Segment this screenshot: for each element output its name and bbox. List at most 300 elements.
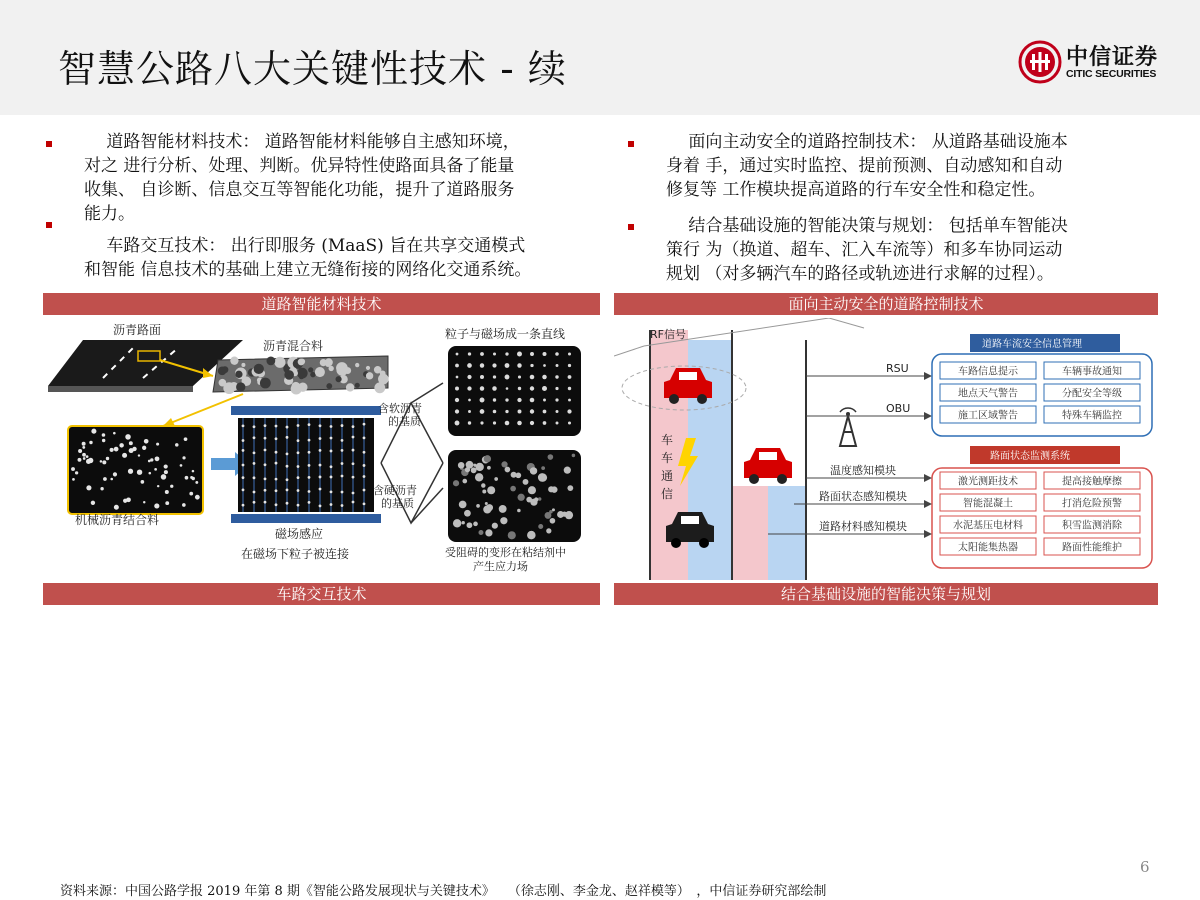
aligned-particle <box>468 421 471 424</box>
aligned-particle <box>480 386 484 390</box>
text-line: 对之 进行分析、处理、判断。优异特性使路面具备了能量 <box>84 156 515 176</box>
field-particle <box>363 451 366 454</box>
binder-particle <box>122 453 127 458</box>
aggregate-particle <box>235 371 242 378</box>
bullet-text-decision <box>666 214 1068 286</box>
aligned-particle <box>530 398 535 403</box>
aligned-particle <box>555 375 558 378</box>
field-particle <box>352 449 355 452</box>
asphalt-road-edge <box>48 386 193 392</box>
bar-active-safety: 面向主动安全的道路控制技术 <box>614 293 1158 315</box>
aggregate-particle <box>378 374 389 385</box>
field-particle <box>330 465 333 468</box>
binder-particle <box>128 469 133 474</box>
field-particle <box>242 424 245 427</box>
field-particle <box>363 464 366 467</box>
label-stress-1: 受阻碍的变形在粘结剂中 <box>445 546 566 559</box>
field-particle <box>352 425 355 428</box>
aligned-particle <box>455 387 459 391</box>
bullet-marker <box>628 141 634 147</box>
materials-diagram-svg <box>43 318 600 580</box>
lane-blue-right <box>768 486 806 580</box>
aligned-particle <box>556 422 559 425</box>
safety-diagram-svg <box>614 318 1158 580</box>
field-particle <box>308 439 311 442</box>
aligned-particle <box>517 398 521 402</box>
logo-en-text: CITIC SECURITIES <box>1066 68 1157 80</box>
stress-particle <box>475 463 483 471</box>
text-line: 和智能 信息技术的基础上建立无缝衔接的网络化交通系统。 <box>84 260 532 280</box>
aligned-particle <box>530 375 535 380</box>
mgmt-item-label: 地点天气警告 <box>958 388 1018 400</box>
field-particle <box>341 504 344 507</box>
label-magnetic-sub: 在磁场下粒子被连接 <box>241 547 350 561</box>
stress-particle <box>565 511 573 519</box>
monitor-item-label: 太阳能集热器 <box>958 542 1018 554</box>
aligned-particle <box>493 398 496 401</box>
binder-particle <box>164 470 168 474</box>
binder-particle <box>170 485 173 488</box>
field-particle <box>308 464 311 467</box>
mgmt-item-label: 车辆事故通知 <box>1062 366 1122 378</box>
aligned-particle <box>543 421 547 425</box>
binder-particle <box>123 499 127 503</box>
field-particle <box>308 451 311 454</box>
signal-tower-icon <box>840 408 856 446</box>
field-particle <box>363 437 366 440</box>
aggregate-particle <box>274 357 285 368</box>
stress-particle <box>545 512 552 519</box>
aligned-particle <box>556 364 559 367</box>
aligned-particle <box>505 352 508 355</box>
stress-particle <box>538 473 547 482</box>
binder-particle <box>182 503 186 507</box>
aligned-particle <box>555 352 559 356</box>
magnet-plate-top <box>231 406 381 415</box>
binder-particle <box>114 447 119 452</box>
binder-particle <box>75 471 78 474</box>
binder-particle <box>150 458 153 461</box>
field-particle <box>253 501 256 504</box>
field-particle <box>308 423 311 426</box>
field-particle <box>341 449 344 452</box>
mgmt-item-label: 车路信息提示 <box>958 366 1018 378</box>
label-soft-2: 的基质 <box>388 415 421 428</box>
source-note: 资料来源：中国公路学报 2019 年第 8 期《智能公路发展现状与关键技术》 （徐志刚、李金龙、赵祥模等） ，中信证券研究部绘制 <box>60 884 827 899</box>
stress-particle <box>517 509 521 513</box>
stress-particle <box>501 461 507 467</box>
safety-control-diagram <box>614 318 1158 580</box>
header-band <box>0 0 1200 115</box>
aligned-particle <box>505 410 508 413</box>
stress-particle <box>486 504 493 511</box>
field-particle <box>297 465 300 468</box>
aligned-particle <box>480 398 485 403</box>
text-line: 车路交互技术： 出行即服务 (MaaS) 旨在共享交通模式 <box>84 236 526 256</box>
binder-particle <box>154 468 157 471</box>
text-line: 能力。 <box>84 204 135 224</box>
binder-particle <box>165 501 169 505</box>
binder-particle <box>155 456 160 461</box>
field-particle <box>275 425 278 428</box>
binder-particle <box>71 467 75 471</box>
field-particle <box>286 452 289 455</box>
monitor-item-label: 水泥基压电材料 <box>953 520 1023 532</box>
binder-particle <box>89 441 92 444</box>
stress-particle <box>567 485 573 491</box>
label-hard-1: 含硬沥青 <box>373 484 417 497</box>
aggregate-particle <box>366 372 373 379</box>
binder-particle <box>110 478 113 481</box>
arrow-head <box>924 474 932 482</box>
label-obu: OBU <box>886 402 911 415</box>
field-particle <box>264 424 267 427</box>
aggregate-particle <box>231 385 237 391</box>
aggregate-particle <box>236 382 245 391</box>
stress-particle <box>499 505 507 513</box>
field-particle <box>308 476 311 479</box>
aligned-particle <box>542 375 546 379</box>
label-stress-2: 产生应力场 <box>473 560 528 573</box>
label-hard-2: 的基质 <box>381 497 414 510</box>
aggregate-particle <box>218 366 227 375</box>
stress-particle <box>534 497 538 501</box>
aligned-particle <box>530 364 533 367</box>
field-particle <box>352 501 355 504</box>
aligned-particle <box>530 352 534 356</box>
bar-vehicle-road: 车路交互技术 <box>43 583 600 605</box>
stress-particle <box>550 518 556 524</box>
field-particle <box>264 501 267 504</box>
branch-arrow-soft-tip <box>411 383 443 403</box>
field-particle <box>242 476 245 479</box>
field-particle <box>319 488 322 491</box>
binder-particle <box>164 465 168 469</box>
stress-particle <box>465 467 470 472</box>
aligned-particle <box>480 375 484 379</box>
stress-particle <box>505 467 511 473</box>
stress-particle <box>471 467 477 473</box>
logo-cn-text: 中信证券 <box>1066 45 1159 70</box>
binder-particle <box>86 455 89 458</box>
aggregate-particle <box>297 368 308 379</box>
text-line: 规划 （对多辆汽车的路径或轨迹进行求解的过程）。 <box>666 264 1054 284</box>
arrow-head <box>924 412 932 420</box>
asphalt-road-shape <box>48 340 243 386</box>
aligned-particle <box>505 398 508 401</box>
aggregate-particle <box>241 363 245 367</box>
page-title: 智慧公路八大关键性技术 - 续 <box>58 47 567 91</box>
citic-logo-icon <box>1018 40 1062 84</box>
binder-particle <box>190 476 193 479</box>
stress-particle <box>473 464 476 467</box>
binder-particle <box>91 501 95 505</box>
field-particle <box>319 476 322 479</box>
field-particle <box>253 476 256 479</box>
field-particle <box>363 475 366 478</box>
binder-particle <box>102 460 106 464</box>
stress-particle <box>557 511 564 518</box>
field-particle <box>275 462 278 465</box>
aligned-particle <box>505 375 510 380</box>
field-particle <box>253 436 256 439</box>
tower-link-line <box>829 318 864 328</box>
binder-particle <box>129 448 134 453</box>
binder-particle <box>189 492 193 496</box>
field-particle <box>242 504 245 507</box>
field-particle <box>286 489 289 492</box>
field-particle <box>297 504 300 507</box>
binder-particle <box>103 477 107 481</box>
aggregate-particle <box>346 383 354 391</box>
stress-particle <box>508 531 516 539</box>
monitor-item-label: 提高接触摩擦 <box>1062 476 1122 488</box>
binder-particle <box>195 481 198 484</box>
stress-particle <box>551 486 557 492</box>
label-magnetic: 磁场感应 <box>275 527 324 541</box>
stress-particle <box>528 486 536 494</box>
aligned-particle <box>505 363 510 368</box>
aligned-particle <box>505 421 510 426</box>
field-particle <box>341 439 344 442</box>
mgmt-item-label: 施工区域警告 <box>958 410 1018 422</box>
bar-decision-planning: 结合基础设施的智能决策与规划 <box>614 583 1158 605</box>
text-line: 修复等 工作模块提高道路的行车安全性和稳定性。 <box>666 180 1046 200</box>
binder-particle <box>114 505 119 510</box>
field-particle <box>341 491 344 494</box>
aggregate-particle <box>355 363 359 367</box>
field-particle <box>330 490 333 493</box>
stress-particle <box>462 479 467 484</box>
binder-particle <box>154 503 159 508</box>
aggregate-particle <box>260 378 271 389</box>
aligned-particle <box>493 352 496 355</box>
stress-particle <box>473 522 478 527</box>
mgmt-title: 道路车流安全信息管理 <box>982 339 1082 350</box>
monitor-item-label: 激光测距技术 <box>958 476 1018 488</box>
field-particle <box>286 465 289 468</box>
binder-particle <box>113 432 116 435</box>
module-temp: 温度感知模块 <box>830 464 896 477</box>
binder-particle <box>100 487 103 490</box>
stress-particle <box>475 473 483 481</box>
stress-particle <box>572 454 576 458</box>
aligned-particle <box>518 375 521 378</box>
aligned-particle <box>467 375 471 379</box>
aggregate-particle <box>291 383 302 394</box>
field-particle <box>275 489 278 492</box>
field-particle <box>275 503 278 506</box>
binder-particle <box>88 458 93 463</box>
field-particle <box>330 476 333 479</box>
stress-particle <box>459 501 467 509</box>
field-particle <box>330 425 333 428</box>
field-particle <box>341 462 344 465</box>
lane-comm-char: 车 <box>661 451 674 465</box>
stress-particle <box>484 455 491 462</box>
aligned-particle <box>456 376 459 379</box>
aggregate-particle <box>336 364 347 375</box>
stress-particle <box>538 497 542 501</box>
rf-signal-line <box>614 346 644 356</box>
aggregate-particle <box>315 367 325 377</box>
aligned-particle <box>455 409 459 413</box>
field-particle <box>286 478 289 481</box>
binder-particle <box>182 456 185 459</box>
field-particle <box>264 463 267 466</box>
aligned-particle <box>480 409 485 414</box>
module-surface: 路面状态感知模块 <box>819 490 907 503</box>
field-particle <box>242 464 245 467</box>
arrow-head <box>924 372 932 380</box>
monitor-item-label: 路面性能维护 <box>1062 542 1122 554</box>
stress-particle <box>548 454 554 460</box>
aggregate-particle <box>308 367 313 372</box>
binder-particle <box>137 469 142 474</box>
aggregate-particle <box>232 359 237 364</box>
aligned-particle <box>530 421 534 425</box>
stress-particle <box>485 529 492 536</box>
bullet-marker <box>46 222 52 228</box>
field-particle <box>352 462 355 465</box>
field-particle <box>341 424 344 427</box>
stress-particle <box>564 467 571 474</box>
monitor-item-label: 打消危险预警 <box>1062 498 1122 510</box>
aligned-particle <box>567 409 571 413</box>
binder-particle <box>161 474 166 479</box>
aggregate-particle <box>219 379 227 387</box>
aligned-particle <box>467 386 471 390</box>
page-number: 6 <box>1140 858 1150 876</box>
stress-particle <box>510 486 516 492</box>
aggregate-particle <box>336 376 342 382</box>
aligned-particle <box>555 398 558 401</box>
stress-particle <box>528 465 531 468</box>
aligned-particle <box>568 421 571 424</box>
stress-particle <box>528 531 535 538</box>
aligned-particle <box>543 410 547 414</box>
aligned-particle <box>556 410 559 413</box>
text-line: 身着 手，通过实时监控、提前预测、自动感知和自动 <box>666 156 1063 176</box>
field-particle <box>253 425 256 428</box>
aligned-particle <box>530 409 534 413</box>
binder-particle <box>78 449 82 453</box>
aligned-particle <box>568 387 571 390</box>
stress-particle <box>492 523 498 529</box>
field-particle <box>319 449 322 452</box>
aligned-particle <box>517 421 522 426</box>
stress-particle <box>487 486 495 494</box>
binder-particle <box>195 495 200 500</box>
aligned-particle <box>517 352 522 357</box>
field-particle <box>242 449 245 452</box>
field-particle <box>330 503 333 506</box>
field-particle <box>352 436 355 439</box>
aligned-particle <box>467 363 472 368</box>
bullet-marker <box>46 141 52 147</box>
field-particle <box>352 476 355 479</box>
lane-comm-char: 通 <box>661 469 674 483</box>
aggregate-particle <box>298 359 305 366</box>
stress-particle <box>500 517 507 524</box>
binder-particle <box>192 470 195 473</box>
aligned-particle <box>493 410 497 414</box>
aligned-particle <box>543 399 546 402</box>
binder-particle <box>72 478 75 481</box>
magnet-plate-bottom <box>231 514 381 523</box>
monitor-title: 路面状态监测系统 <box>990 451 1070 462</box>
stress-particle <box>458 462 465 469</box>
field-particle <box>341 475 344 478</box>
binder-particle <box>86 485 91 490</box>
binder-particle <box>185 476 189 480</box>
binder-particle <box>165 490 169 494</box>
field-particle <box>363 489 366 492</box>
field-particle <box>308 501 311 504</box>
stress-particle <box>518 494 525 501</box>
aligned-particle <box>506 387 509 390</box>
field-particle <box>275 437 278 440</box>
field-particle <box>286 436 289 439</box>
citic-logo <box>1018 40 1178 86</box>
stress-particle <box>476 504 480 508</box>
binder-particle <box>78 458 82 462</box>
arrow-body <box>211 458 235 470</box>
binder-particle <box>100 460 103 463</box>
field-particle <box>253 462 256 465</box>
label-aligned: 粒子与磁场成一条直线 <box>445 327 566 341</box>
aligned-particle <box>468 399 471 402</box>
aligned-particle <box>455 364 459 368</box>
label-rsu: RSU <box>886 362 909 375</box>
binder-particle <box>138 454 140 456</box>
binder-particle <box>110 448 114 452</box>
aligned-particle <box>530 386 534 390</box>
aligned-particle <box>468 352 471 355</box>
binder-particle <box>129 441 133 445</box>
aligned-particle <box>568 399 571 402</box>
binder-particle <box>125 434 131 440</box>
aggregate-particle <box>320 359 327 366</box>
field-particle <box>297 424 300 427</box>
mgmt-item-label: 分配安全等级 <box>1062 388 1122 400</box>
binder-particle <box>142 446 146 450</box>
binder-particle <box>82 442 86 446</box>
aligned-particle <box>568 364 571 367</box>
monitor-item-label: 积雪监测消除 <box>1062 520 1122 532</box>
field-particle <box>264 489 267 492</box>
red-car-icon <box>744 448 792 484</box>
stress-particle <box>467 522 473 528</box>
text-line: 收集、 自诊断、信息交互等智能化功能，提升了道路服务 <box>84 180 515 200</box>
stress-particle <box>453 480 459 486</box>
field-particle <box>242 488 245 491</box>
text-line: 道路智能材料技术： 道路智能材料能够自主感知环境， <box>84 132 520 152</box>
field-particle <box>275 478 278 481</box>
aligned-particle <box>480 421 483 424</box>
field-particle <box>264 477 267 480</box>
aligned-particle <box>542 386 547 391</box>
stress-particle <box>526 497 532 503</box>
field-particle <box>242 439 245 442</box>
aggregate-particle <box>266 356 275 365</box>
aligned-particle <box>455 398 459 402</box>
binder-particle <box>113 472 117 476</box>
aggregate-particle <box>355 383 360 388</box>
aligned-particle <box>517 363 521 367</box>
aligned-particle <box>456 353 459 356</box>
field-particle <box>297 439 300 442</box>
